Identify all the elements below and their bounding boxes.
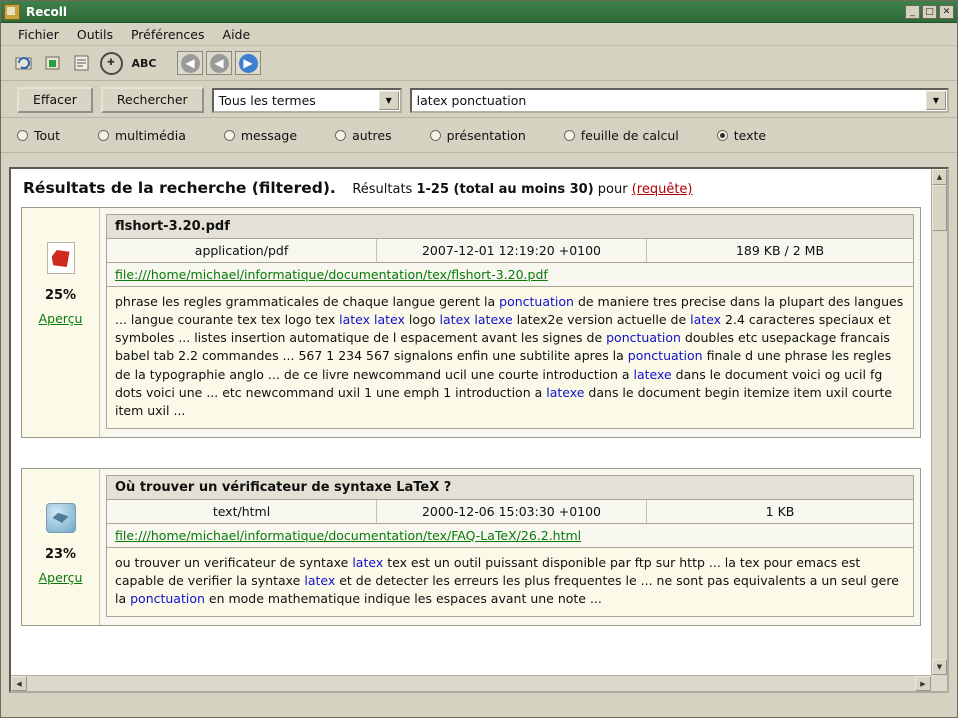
clock-icon[interactable]: ✚ [98,51,124,75]
results-horizontal-scrollbar[interactable] [11,675,931,691]
filter-label-multimedia: multimédia [114,127,186,143]
search-input[interactable] [410,88,949,113]
nav-previous-icon[interactable]: ◀ [206,51,232,75]
result-size: 189 KB / 2 MB [735,243,825,258]
snippet-highlight-term: latex latexe [439,312,513,328]
pdf-file-icon [47,242,75,274]
snippet-text: de maniere tres precise dans la plupart des langues ... langue courante tex tex logo tex [115,294,904,328]
snippet-text: dans le document voici og ucil fg dots voici une ... etc newcommand uxil 1 une emph 1 introduction a [115,366,883,400]
query-link[interactable]: (requête) [631,182,693,197]
scroll-up-button[interactable]: ▲ [932,169,947,185]
results-vertical-scrollbar[interactable] [931,169,947,675]
snippet-text: phrase les regles grammaticales de chaque langue gerent la [115,294,500,309]
radio-dot-icon [17,130,28,141]
radio-dot-icon [430,130,441,141]
result-left-column [22,469,100,625]
radio-dot-icon [224,130,235,141]
maximize-button[interactable]: □ [922,5,937,19]
preview-link[interactable]: Aperçu [38,311,83,326]
app-icon [4,4,20,20]
result-left-column [22,208,100,437]
index-stop-icon[interactable] [40,51,66,75]
filter-label-texte: texte [733,127,767,143]
filter-radio-message[interactable] [224,128,297,143]
results-list [11,169,931,675]
filter-label-message: message [240,127,298,143]
snippet-highlight-term: ponctuation [499,294,574,309]
snippet-text: latex2e version actuelle de [512,312,691,328]
window-title: Recoll [26,4,67,19]
snippet-text: logo [404,312,440,328]
snippet-highlight-term: latexe [546,384,585,400]
window-titlebar [1,1,957,23]
radio-dot-icon [335,130,346,141]
category-filter-row [1,118,957,153]
radio-dot-icon [98,130,109,141]
sort-icon[interactable] [69,51,95,75]
results-range: 1-25 (total au moins 30) [416,182,594,197]
results-title: Résultats de la recherche (filtered). [23,179,336,197]
result-right-column [100,469,920,625]
nav-back-icon[interactable]: ◀ [177,51,203,75]
snippet-text: et de detecter les erreurs les plus frequentes le ... ne sont pas equivalents a un seul gere la [115,573,899,607]
result-mime: text/html [107,500,377,523]
snippet-text: en mode mathematique indique les espaces avant une note ... [204,591,602,607]
filter-radio-presentation[interactable] [430,128,526,143]
filter-label-tout: Tout [34,127,60,143]
result-size: 1 KB [765,503,795,519]
results-count-label: Résultats [352,182,413,197]
radio-dot-icon [717,130,728,141]
menu-item-fichier[interactable]: Fichier [18,26,59,42]
result-title: Où trouver un vérificateur de syntaxe LaTeX ? [106,475,914,500]
snippet-highlight-term: ponctuation [627,348,703,364]
filter-radio-texte[interactable] [717,128,766,143]
result-meta-row [106,239,914,263]
snippet-text: ou trouver un verificateur de syntaxe [115,554,353,570]
search-mode-combobox[interactable] [212,88,402,113]
result-item[interactable] [21,207,921,438]
snippet-highlight-term: latex [304,573,336,588]
results-header [23,179,921,197]
preview-link[interactable]: Aperçu [38,569,83,585]
vertical-scroll-thumb[interactable] [932,185,947,231]
clear-button[interactable]: Effacer [17,87,93,113]
snippet-text: dans le document begin itemize item uxil courte item uxil ... [115,384,893,418]
result-relevance-percent: 25% [44,288,77,303]
snippet-text: tex est un outil puissant disponible par ftp sur http ... la tex pour emacs est capable de verifier la syntaxe [115,554,861,588]
menu-item-outils[interactable]: Outils [76,26,113,42]
snippet-text: 2.4 caracteres speciaux et symboles ... listes insertion automatique de l espacement avant les signes de [115,312,891,346]
filter-radio-autres[interactable] [335,128,392,143]
result-snippet [106,287,914,429]
search-history-chevron-icon[interactable]: ▼ [926,91,946,110]
snippet-text: finale d une phrase les regles de la typographie anglo ... de ce livre newcommand ucil une courte introduction a [115,348,892,382]
snippet-highlight-term: latexe [633,366,672,382]
result-url-link[interactable]: file:///home/michael/informatique/documentation/tex/FAQ-LaTeX/26.2.html [115,527,582,543]
result-snippet [106,548,914,617]
scroll-down-button[interactable]: ▼ [932,659,947,675]
search-mode-value: Tous les termes [218,92,316,108]
menu-item-preferences[interactable]: Préférences [130,26,205,42]
result-date: 2000-12-06 15:03:30 +0100 [377,500,647,523]
result-url-row [106,524,914,548]
close-button[interactable]: ✕ [939,5,954,19]
snippet-highlight-term: latex [690,312,722,328]
filter-label-autres: autres [352,127,392,143]
nav-forward-icon[interactable]: ▶ [235,51,261,75]
filter-radio-tout[interactable] [17,128,60,143]
statusbar [1,695,957,717]
snippet-highlight-term: latex latex [339,312,405,328]
result-url-link[interactable]: file:///home/michael/informatique/documentation/tex/flshort-3.20.pdf [115,267,548,282]
toolbar [1,46,957,81]
result-relevance-percent: 23% [44,546,77,562]
scroll-right-button[interactable]: ▶ [915,676,931,691]
menubar [1,23,957,46]
filter-radio-multimedia[interactable] [98,128,186,143]
menu-item-aide[interactable]: Aide [222,26,251,42]
snippet-highlight-term: ponctuation [606,330,681,346]
result-item[interactable] [21,468,921,626]
results-for-label: pour [597,182,628,197]
filter-label-feuille-de-calcul: feuille de calcul [580,127,679,143]
radio-dot-icon [564,130,575,141]
filter-radio-feuille-de-calcul[interactable] [564,128,679,143]
minimize-button[interactable]: _ [905,5,920,19]
search-button[interactable]: Rechercher [101,87,204,113]
abc-label: ABC [131,56,157,70]
html-file-icon [46,503,76,533]
scroll-left-button[interactable]: ◀ [11,676,27,691]
result-meta-row [106,500,914,524]
snippet-text: doubles etc usepackage francais babel tab 2.2 commandes ... 567 1 234 567 signalons enfin une subtilite apres la [115,330,890,364]
result-right-column [100,208,920,437]
index-update-icon[interactable] [11,51,37,75]
result-url-row [106,263,914,287]
search-row [17,87,949,113]
chevron-down-icon[interactable]: ▼ [379,91,399,110]
abc-spelling-icon[interactable] [127,51,161,75]
result-date: 2007-12-01 12:19:20 +0100 [377,239,647,262]
result-title: flshort-3.20.pdf [106,214,914,239]
snippet-highlight-term: ponctuation [130,591,205,607]
filter-label-presentation: présentation [446,127,526,143]
scrollbar-corner [931,675,947,691]
results-frame [9,167,949,693]
snippet-highlight-term: latex [352,554,384,570]
result-mime: application/pdf [107,239,377,262]
search-input-value: latex ponctuation [416,92,527,108]
search-panel [1,81,957,118]
